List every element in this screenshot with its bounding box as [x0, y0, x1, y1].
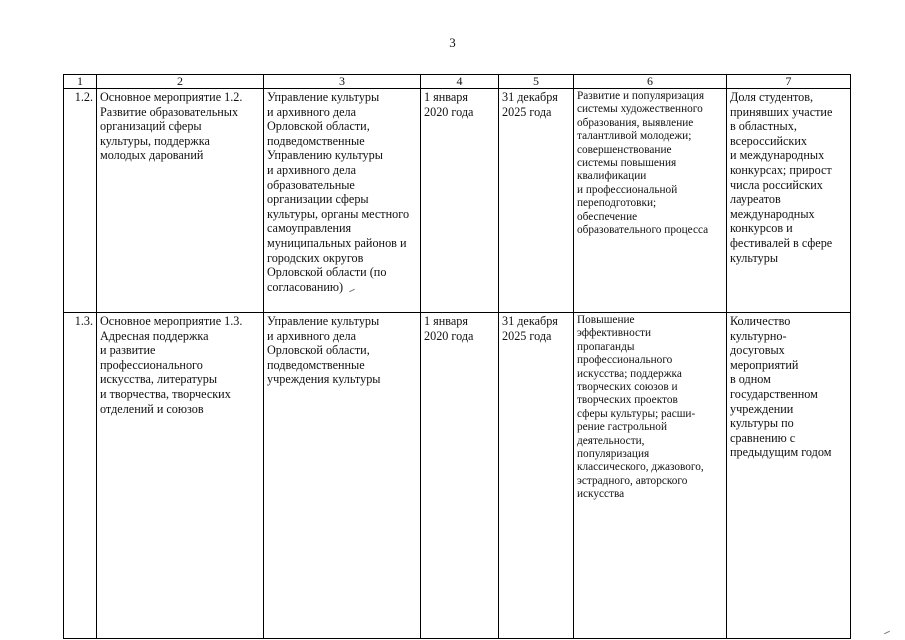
cell-line: переподготовки; [577, 197, 657, 210]
cell-line: и архивного дела [267, 328, 356, 343]
cell-line: искусства [577, 488, 625, 501]
row-number: 1.2. [64, 89, 97, 313]
cell-line: искусства; поддержка [577, 367, 682, 380]
cell-line: 1 января [424, 314, 468, 328]
column-header: 5 [499, 75, 574, 89]
cell-line: 2020 года [424, 328, 474, 343]
activities-table [63, 74, 851, 639]
table-row [64, 313, 851, 639]
start-date-cell [421, 313, 499, 639]
cell-line: подведомственные [267, 357, 365, 372]
cell-line: и профессиональной [577, 183, 678, 196]
executor-cell [264, 313, 421, 639]
cell-line: Основное мероприятие 1.3. [100, 314, 243, 328]
cell-line: Управление культуры [267, 314, 380, 328]
cell-line: международных [730, 206, 815, 221]
cell-line: государственном [730, 386, 818, 401]
cell-line: учреждении [730, 401, 794, 416]
column-header: 1 [64, 75, 97, 89]
cell-line: самоуправления [267, 221, 352, 236]
indicator-cell [727, 89, 851, 313]
row-number: 1.3. [64, 313, 97, 639]
cell-line: популяризация [577, 448, 650, 461]
cell-line: системы художественного [577, 103, 703, 116]
cell-line: культуры по [730, 416, 794, 431]
cell-line: муниципальных районов и [267, 235, 407, 250]
column-header: 3 [264, 75, 421, 89]
cell-line: профессионального [577, 354, 673, 367]
cell-line: в областных, [730, 119, 797, 134]
cell-line: всероссийских [730, 133, 807, 148]
column-header: 6 [574, 75, 727, 89]
end-date-cell [499, 89, 574, 313]
cell-line: совершенствование [577, 143, 672, 156]
cell-line: образования, выявление [577, 116, 694, 129]
cell-line: 31 декабря [502, 90, 558, 104]
cell-line: в одном [730, 372, 771, 387]
cell-line: Развитие образовательных [100, 104, 239, 119]
cell-line: 2025 года [502, 104, 552, 119]
cell-line: эффективности [577, 327, 651, 340]
cell-line: 2020 года [424, 104, 474, 119]
cell-line: сравнению с [730, 430, 796, 445]
cell-line: Орловской области (по [267, 265, 387, 280]
cell-line: Орловской области, [267, 119, 370, 134]
cell-line: досуговых [730, 343, 785, 358]
cell-line: и международных [730, 148, 825, 163]
start-date-cell [421, 89, 499, 313]
cell-line: культуры [730, 250, 779, 265]
cell-line: Доля студентов, [730, 90, 814, 104]
result-cell [574, 89, 727, 313]
cell-line: согласованию) [267, 279, 344, 294]
cell-line: эстрадного, авторского [577, 474, 688, 487]
scan-mark [884, 631, 890, 634]
cell-line: подведомственные [267, 133, 365, 148]
cell-line: культурно- [730, 328, 787, 343]
executor-cell [264, 89, 421, 313]
cell-line: организаций сферы [100, 119, 202, 134]
activity-cell [97, 313, 264, 639]
cell-line: деятельности, [577, 434, 645, 447]
column-header: 7 [727, 75, 851, 89]
cell-line: городских округов [267, 250, 364, 265]
cell-line: лауреатов [730, 192, 781, 207]
cell-line: образовательного процесса [577, 224, 709, 237]
result-cell [574, 313, 727, 639]
cell-line: мероприятий [730, 357, 799, 372]
cell-line: Управление культуры [267, 90, 380, 104]
cell-line: 2025 года [502, 328, 552, 343]
cell-line: 31 декабря [502, 314, 558, 328]
cell-line: и развитие [100, 343, 156, 358]
cell-line: культуры, органы местного [267, 206, 410, 221]
cell-line: профессионального [100, 357, 203, 372]
cell-line: Развитие и популяризация [577, 90, 705, 102]
cell-line: классического, джазового, [577, 461, 704, 474]
cell-line: Повышение [577, 314, 635, 326]
indicator-cell [727, 313, 851, 639]
cell-line: числа российских [730, 177, 823, 192]
cell-line: и творчества, творческих [100, 386, 231, 401]
cell-line: принявших участие [730, 104, 833, 119]
cell-line: Орловской области, [267, 343, 370, 358]
cell-line: творческих союзов и [577, 381, 678, 394]
cell-line: 1 января [424, 90, 468, 104]
page-number: 3 [449, 35, 456, 50]
cell-line: отделений и союзов [100, 401, 204, 416]
header-row [64, 75, 851, 89]
cell-line: образовательные [267, 177, 355, 192]
cell-line: обеспечение [577, 210, 638, 223]
cell-line: талантливой молодежи; [577, 130, 692, 143]
cell-line: и архивного дела [267, 104, 356, 119]
column-header: 4 [421, 75, 499, 89]
cell-line: пропаганды [577, 340, 635, 353]
cell-line: Управлению культуры [267, 148, 383, 163]
cell-line: учреждения культуры [267, 372, 381, 387]
cell-line: и архивного дела [267, 162, 356, 177]
column-header: 2 [97, 75, 264, 89]
cell-line: конкурсов и [730, 221, 793, 236]
cell-line: искусства, литературы [100, 372, 218, 387]
end-date-cell [499, 313, 574, 639]
cell-line: конкурсах; прирост [730, 162, 832, 177]
cell-line: сферы культуры; расши- [577, 407, 696, 420]
cell-line: Основное мероприятие 1.2. [100, 90, 243, 104]
cell-line: системы повышения [577, 157, 677, 170]
cell-line: организации сферы [267, 192, 369, 207]
cell-line: рение гастрольной [577, 421, 668, 434]
cell-line: молодых дарований [100, 148, 204, 163]
table-row [64, 89, 851, 313]
cell-line: культуры, поддержка [100, 133, 210, 148]
cell-line: предыдущим годом [730, 445, 832, 460]
cell-line: творческих проектов [577, 394, 678, 407]
activity-cell [97, 89, 264, 313]
cell-line: Количество [730, 314, 791, 328]
cell-line: квалификации [577, 170, 647, 183]
cell-line: фестивалей в сфере [730, 235, 833, 250]
cell-line: Адресная поддержка [100, 328, 209, 343]
